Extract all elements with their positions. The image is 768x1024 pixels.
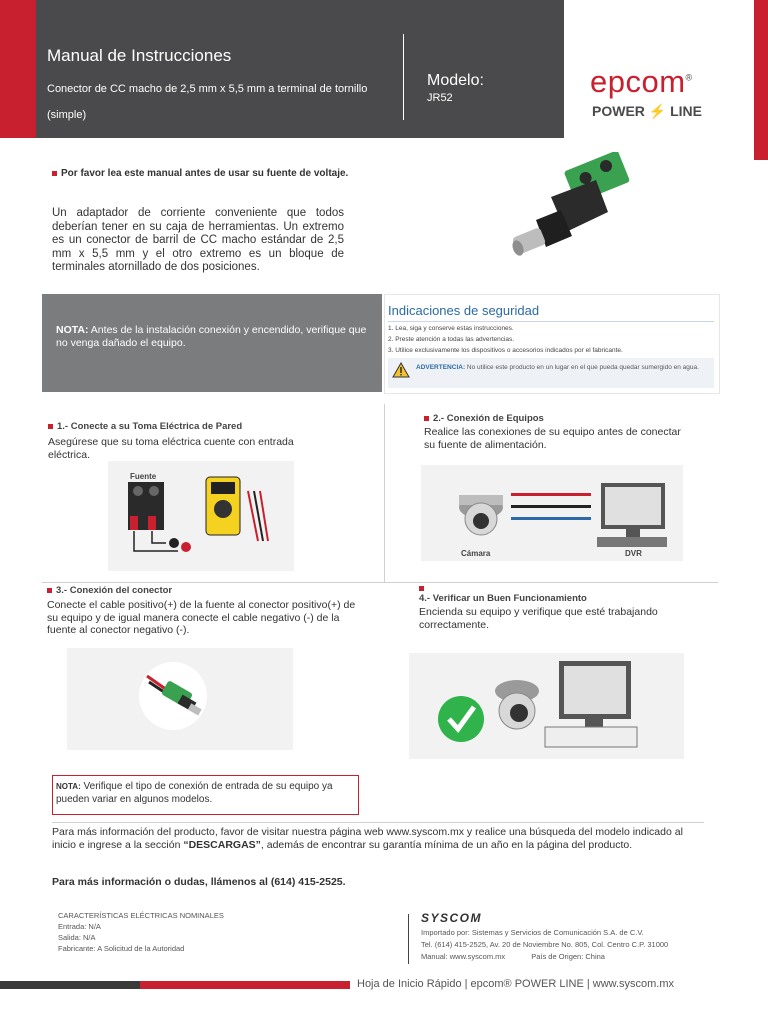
descargas-label: “DESCARGAS” bbox=[183, 838, 261, 851]
intro-heading: Por favor lea este manual antes de usar su fuente de voltaje. bbox=[52, 167, 352, 181]
syscom-logo: SYSCOM bbox=[421, 911, 483, 925]
safety-title: Indicaciones de seguridad bbox=[388, 303, 540, 318]
importer-manual-row bbox=[421, 951, 668, 963]
importer-origin: País de Origen: China bbox=[531, 952, 605, 961]
nota-text: NOTA: Antes de la instalación conexión y encendido, verifique que no venga dañado el equipo. bbox=[56, 324, 367, 349]
header-red-edge bbox=[754, 0, 768, 160]
step-2-image bbox=[421, 465, 683, 561]
step-1-body: Asegúrese que su toma eléctrica cuente con entrada eléctrica. bbox=[48, 436, 294, 461]
camara-label: Cámara bbox=[461, 549, 491, 558]
page-subtitle: Conector de CC macho de 2,5 mm x 5,5 mm a terminal de tornillo (simple) bbox=[47, 83, 368, 121]
power-line-logo bbox=[592, 103, 702, 120]
importer-text bbox=[421, 927, 668, 963]
step-3-image bbox=[67, 648, 293, 750]
footer-dark-bar bbox=[0, 981, 140, 989]
dvr-label: DVR bbox=[625, 549, 642, 558]
importer-address: Tel. (614) 415-2525, Av. 20 de Noviembre No. 805, Col. Centro C.P. 31000 bbox=[421, 940, 669, 949]
bullet-square-icon bbox=[47, 588, 52, 593]
warning-box bbox=[388, 358, 714, 388]
header-divider bbox=[403, 34, 404, 120]
step-4-body: Encienda su equipo y verifique que esté trabajando correctamente. bbox=[419, 606, 658, 631]
lightning-bolt-icon: ⚡ bbox=[648, 103, 667, 119]
fuente-label: Fuente bbox=[130, 472, 157, 481]
footer-text: Hoja de Inicio Rápido | epcom® POWER LINE | www.syscom.mx bbox=[357, 978, 675, 990]
contact-text: Para más información o dudas, llámenos al (614) 415-2525. bbox=[52, 876, 346, 888]
bullet-square-icon bbox=[424, 416, 429, 421]
bullet-square-icon bbox=[52, 171, 57, 176]
steps-vertical-divider bbox=[384, 404, 385, 582]
step-4-image bbox=[409, 653, 684, 759]
safety-item: 2. Preste atención a todas las advertencias. bbox=[388, 336, 515, 343]
importer-manual: Manual: www.syscom.mx bbox=[421, 952, 506, 961]
step-4-title: 4.- Verificar un Buen Funcionamiento bbox=[419, 593, 587, 604]
check-circle-icon bbox=[438, 696, 484, 742]
info-divider bbox=[52, 822, 704, 823]
warning-icon bbox=[392, 362, 410, 378]
footer-red-bar bbox=[140, 981, 350, 989]
specs-entrada: Entrada: N/A bbox=[58, 922, 101, 931]
step-2-title: 2.- Conexión de Equipos bbox=[424, 413, 544, 424]
step-1-image bbox=[108, 461, 294, 571]
nota-label: NOTA: bbox=[56, 324, 89, 336]
page-title: Manual de Instrucciones bbox=[47, 46, 232, 65]
brand-line-left: POWER bbox=[592, 103, 645, 119]
header-red-bar bbox=[0, 0, 36, 138]
step-4-divider bbox=[398, 582, 718, 583]
specs-fabricante: Fabricante: A Solicitud de la Autoridad bbox=[58, 944, 185, 953]
dc-connector-image bbox=[506, 152, 636, 262]
importer-divider bbox=[408, 914, 409, 964]
brand-name: epcom bbox=[590, 64, 686, 99]
epcom-logo bbox=[590, 64, 693, 100]
brand-line-right: LINE bbox=[670, 103, 702, 119]
step-2-body: Realice las conexiones de su equipo antes de conectar su fuente de alimentación. bbox=[424, 426, 681, 451]
specs-title: CARACTERÍSTICAS ELÉCTRICAS NOMINALES bbox=[58, 911, 224, 920]
safety-item: 1. Lea, siga y conserve estas instrucciones. bbox=[388, 325, 514, 332]
info-text: Para más información del producto, favor de visitar nuestra página web www.syscom.mx y realice una búsqueda del modelo indicado al inicio e ingrese a la sección “DESCARGAS”, además de encontrar su garantía mínima de un año en la página del producto. bbox=[52, 826, 683, 851]
warning-label: ADVERTENCIA: bbox=[416, 364, 466, 371]
warning-text: ADVERTENCIA: No utilice este producto en un lugar en el que pueda quedar sumergido en agua. bbox=[416, 364, 699, 371]
specs-salida: Salida: N/A bbox=[58, 933, 96, 942]
brand-mark: ® bbox=[685, 72, 693, 83]
specs-block bbox=[58, 910, 224, 954]
nota2-label: NOTA: bbox=[56, 782, 81, 791]
bullet-square-icon bbox=[48, 424, 53, 429]
safety-divider bbox=[388, 321, 714, 322]
model-label: Modelo: bbox=[427, 72, 484, 89]
safety-item: 3. Utilice exclusivamente los dispositivos o accesorios indicados por el fabricante. bbox=[388, 347, 623, 354]
step-3-body: Conecte el cable positivo(+) de la fuente al conector positivo(+) de su equipo y de igual manera conecte el cable negativo (-) de la fuente al conector negativo (-). bbox=[47, 599, 356, 636]
intro-body: Un adaptador de corriente conveniente que todos deberían tener en su caja de herramientas. Un extremo es un conector de barril de CC macho estándar de 2,5 mm x 5,5 mm y el otro extremo es un bloque de terminales atornillado de dos posiciones. bbox=[52, 207, 344, 273]
step-1-title: 1.- Conecte a su Toma Eléctrica de Pared bbox=[48, 421, 242, 432]
bullet-square-icon bbox=[419, 586, 424, 591]
nota2-text: NOTA: Verifique el tipo de conexión de entrada de su equipo ya pueden variar en algunos modelos. bbox=[56, 781, 333, 805]
importer-line: Importado por: Sistemas y Servicios de Comunicación S.A. de C.V. bbox=[421, 928, 644, 937]
model-value: JR52 bbox=[427, 92, 453, 104]
step-3-title: 3.- Conexión del conector bbox=[47, 585, 172, 596]
